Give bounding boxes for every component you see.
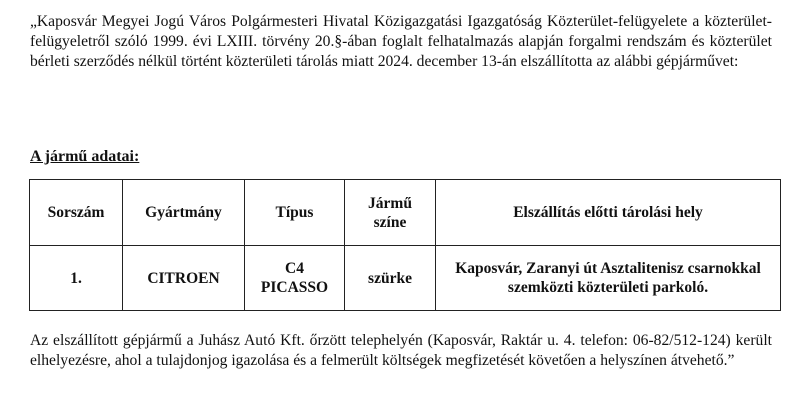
- header-jarmu-szine-text: Jármű színe: [368, 194, 412, 231]
- header-jarmu-szine: [345, 180, 436, 246]
- header-tipus: Típus: [245, 180, 345, 246]
- cell-tarolasi-hely-text: Kaposvár, Zaranyi út Asztalitenisz csarnokkal szemközti közterületi parkoló.: [455, 260, 761, 296]
- header-tarolasi-hely: Elszállítás előtti tárolási hely: [436, 180, 781, 246]
- section-heading: A jármű adatai:: [30, 148, 140, 165]
- table-header-row: [30, 180, 781, 246]
- header-sorszam: Sorszám: [30, 180, 123, 246]
- cell-tarolasi-hely: [436, 246, 781, 311]
- closing-paragraph: Az elszállított gépjármű a Juhász Autó Kft. őrzött telephelyén (Kaposvár, Raktár u. 4. telefon: 06-82/512-124) került elhelyezésre, ahol a tulajdonjog igazolása és a felmerült költségek megfizetését követően a helyszínen átvehető.”: [30, 332, 772, 369]
- intro-paragraph: „Kaposvár Megyei Jogú Város Polgármesteri Hivatal Közigazgatási Igazgatóság Közterület-felügyelete a közterület-felügyeletről szóló 1999. évi LXIII. törvény 20.§-ában foglalt felhatalmazás alapján forgalmi rendszám és közterület bérleti szerződés nélkül történt közterületi tárolás miatt 2024. december 13-án elszállította az alábbi gépjárművet:: [30, 13, 772, 70]
- table-row: [30, 246, 781, 311]
- cell-sorszam: 1.: [30, 246, 123, 311]
- cell-tipus: [245, 246, 345, 311]
- cell-gyartmany: CITROEN: [123, 246, 245, 311]
- cell-tipus-text: C4 PICASSO: [260, 260, 329, 296]
- vehicle-table: [29, 179, 781, 311]
- cell-szin: szürke: [345, 246, 436, 311]
- header-gyartmany: Gyártmány: [123, 180, 245, 246]
